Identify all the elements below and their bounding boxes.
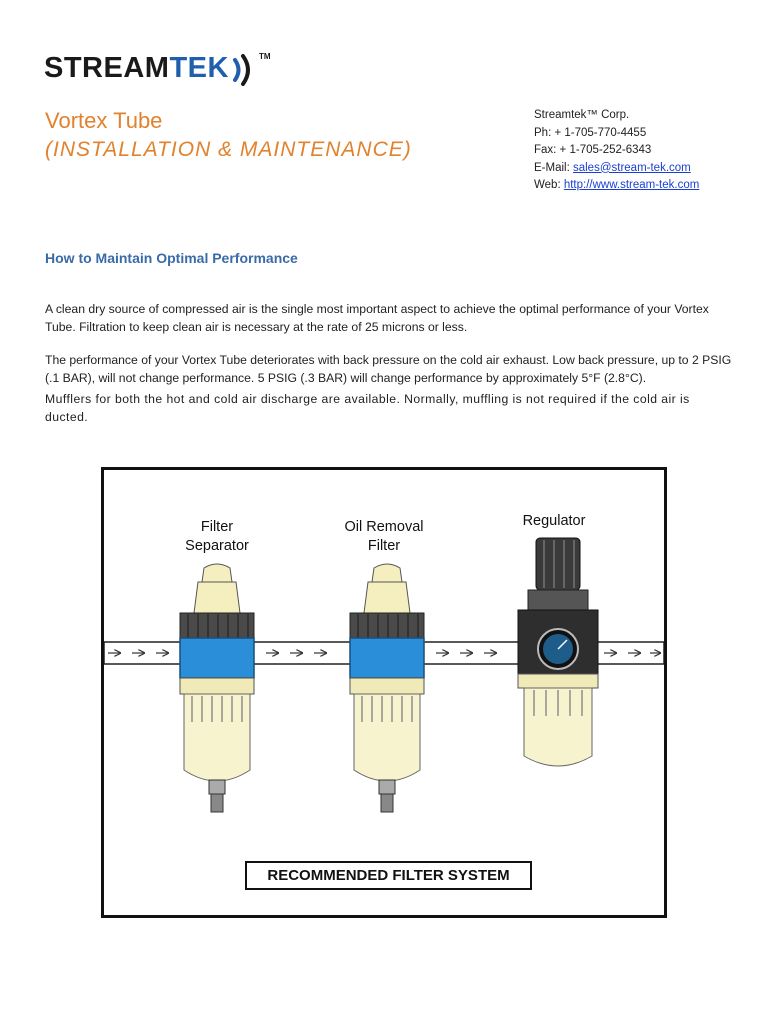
label-regulator: Regulator <box>522 513 586 529</box>
email-label: E-Mail: <box>534 161 573 174</box>
logo-text-stream: STREAM <box>44 52 170 84</box>
logo-text-tek: TEK <box>169 52 229 84</box>
company-name: Streamtek™ Corp. <box>534 109 630 121</box>
paragraph-mufflers: Mufflers for both the hot and cold air discharge are available. Normally, muffling is not required if the cold air is ducted. <box>45 392 690 424</box>
trademark-mark: TM <box>258 52 271 61</box>
web-label: Web: <box>534 179 564 191</box>
filter-separator-unit <box>180 564 254 812</box>
label-filter-separator: Filter Separator <box>185 519 249 554</box>
contact-block <box>534 107 699 195</box>
streamtek-logo <box>44 50 271 87</box>
label-oil-removal-filter: Oil Removal Filter <box>344 519 424 554</box>
email-link[interactable]: sales@stream-tek.com <box>572 161 691 174</box>
web-line <box>534 177 699 195</box>
fax-number: Fax: + 1-705-252-6343 <box>534 144 652 156</box>
oil-removal-filter-unit <box>350 564 424 812</box>
phone-number: Ph: + 1-705-770-4455 <box>534 126 647 139</box>
logo-waves-icon <box>231 53 259 87</box>
page-subtitle: (INSTALLATION & MAINTENANCE) <box>45 138 412 161</box>
web-link[interactable]: http://www.stream-tek.com <box>563 179 700 191</box>
regulator-unit <box>518 538 598 766</box>
email-line <box>534 160 699 178</box>
paragraph-filtration: A clean dry source of compressed air is the single most important aspect to achieve the optimal performance of your Vortex Tube. Filtration to keep clean air is necessary at the rate of 25 microns or less. <box>45 302 709 334</box>
filter-system-figure <box>101 467 667 918</box>
section-heading: How to Maintain Optimal Performance <box>45 250 298 266</box>
figure-caption: RECOMMENDED FILTER SYSTEM <box>245 861 532 890</box>
paragraph-back-pressure: The performance of your Vortex Tube deteriorates with back pressure on the cold air exhaust. Low back pressure, up to 2 PSIG (.1 BAR), will not change performance. 5 PSIG (.3 BAR) will change performance by approximately 5°F (2.8°C). <box>45 353 732 385</box>
page-title: Vortex Tube <box>45 108 163 133</box>
